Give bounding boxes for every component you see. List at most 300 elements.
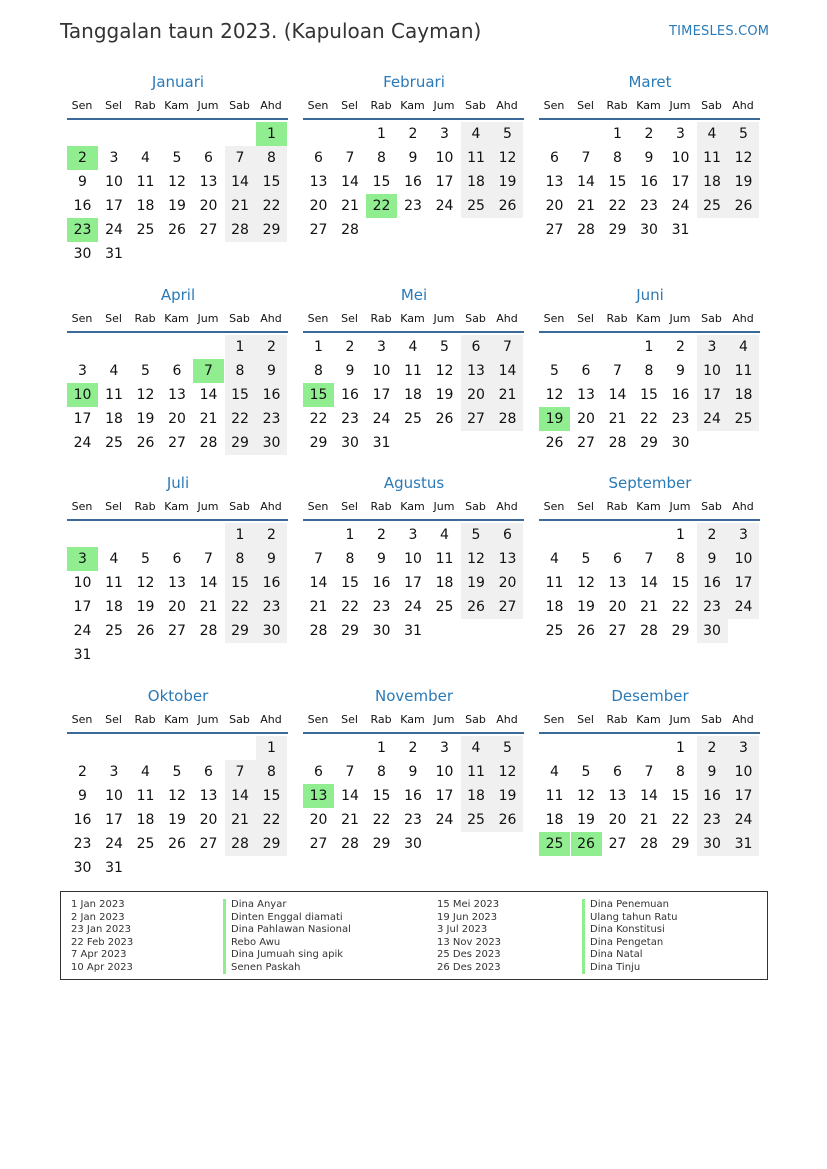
day-cell: 21 — [577, 198, 595, 214]
day-cell: 18 — [545, 812, 564, 828]
day-cell: 29 — [256, 218, 287, 242]
day-cell: 20 — [461, 383, 492, 407]
day-cell: 17 — [435, 174, 454, 190]
day-cell: 31 — [671, 222, 690, 238]
day-cell: 17 — [105, 812, 123, 828]
day-cell: 23 — [697, 595, 728, 619]
day-cell: 14 — [640, 575, 658, 591]
day-cell: 16 — [671, 387, 690, 403]
weekday-label: Kam — [400, 500, 425, 513]
day-cell: 15 — [225, 383, 256, 407]
day-cell: 6 — [204, 764, 213, 780]
day-cell: 10 — [435, 150, 454, 166]
day-cell: 24 — [73, 435, 92, 451]
weekday-header — [539, 500, 761, 515]
day-cell: 23 — [256, 407, 287, 431]
day-cell: 19 — [168, 198, 186, 214]
month-name: Januari — [151, 73, 205, 91]
weekday-label: Kam — [636, 500, 661, 513]
month-name: Agustus — [383, 474, 445, 492]
day-cell: 16 — [372, 575, 391, 591]
day-cell: 29 — [341, 623, 359, 639]
day-cell: 5 — [581, 551, 591, 567]
day-cell: 23 — [256, 595, 287, 619]
day-cell: 1 — [345, 527, 355, 543]
day-cell: 24 — [435, 198, 454, 214]
day-cell: 5 — [172, 150, 182, 166]
month-name: Mei — [400, 286, 428, 304]
day-cell: 21 — [341, 198, 359, 214]
day-cell: 15 — [256, 170, 287, 194]
day-cell: 16 — [256, 383, 287, 407]
month-name: Desember — [611, 687, 689, 705]
day-cell: 6 — [461, 335, 492, 359]
day-cell: 26 — [168, 222, 186, 238]
holiday-day-cell: 23 — [67, 218, 98, 242]
weekday-label: Kam — [636, 99, 661, 112]
day-cell: 17 — [435, 788, 454, 804]
day-cell: 31 — [73, 647, 92, 663]
weekday-header — [303, 99, 525, 114]
day-cell: 10 — [728, 760, 759, 784]
day-cell: 27 — [492, 595, 523, 619]
day-cell: 29 — [372, 836, 391, 852]
day-cell: 30 — [73, 246, 92, 262]
weekday-label: Kam — [400, 312, 425, 325]
day-cell: 30 — [372, 623, 391, 639]
day-cell: 12 — [136, 387, 155, 403]
weekday-label: Sab — [465, 312, 486, 325]
legend-holiday-name: Dina Tinju — [582, 962, 677, 975]
day-cell: 5 — [550, 363, 559, 379]
day-cell: 12 — [492, 146, 523, 170]
day-cell: 30 — [404, 836, 422, 852]
day-cell: 22 — [372, 812, 391, 828]
header-rule — [67, 732, 288, 734]
weekday-label: Rab — [134, 500, 156, 513]
holiday-day-cell: 19 — [539, 407, 570, 431]
day-cell: 22 — [256, 808, 287, 832]
weekday-label: Sel — [577, 500, 594, 513]
header-rule — [303, 118, 524, 120]
holiday-day-cell: 26 — [571, 832, 602, 856]
day-cell: 19 — [577, 599, 595, 615]
day-cell: 5 — [492, 736, 523, 760]
weekday-label: Kam — [636, 713, 661, 726]
weekday-label: Sab — [465, 500, 486, 513]
day-cell: 28 — [341, 836, 359, 852]
day-cell: 14 — [341, 174, 359, 190]
day-cell: 1 — [377, 126, 386, 142]
weekday-label: Ahd — [260, 312, 282, 325]
weekday-label: Sel — [341, 500, 358, 513]
day-cell: 25 — [105, 623, 123, 639]
day-cell: 24 — [728, 595, 759, 619]
day-cell: 8 — [225, 359, 256, 383]
day-cell: 1 — [314, 339, 323, 355]
day-cell: 24 — [404, 599, 422, 615]
day-cell: 10 — [105, 788, 123, 804]
day-cell: 20 — [608, 812, 627, 828]
weekday-header — [303, 500, 525, 515]
weekday-label: Ahd — [496, 713, 518, 726]
day-cell: 24 — [105, 222, 123, 238]
day-cell: 26 — [492, 808, 523, 832]
day-cell: 5 — [581, 764, 591, 780]
day-cell: 17 — [671, 174, 690, 190]
day-cell: 17 — [697, 383, 728, 407]
day-cell: 8 — [256, 146, 287, 170]
legend-holiday-name: Dina Pahlawan Nasional — [223, 924, 351, 937]
weekday-header — [67, 99, 289, 114]
day-cell: 6 — [581, 363, 591, 379]
day-cell: 10 — [105, 174, 123, 190]
day-cell: 31 — [105, 246, 123, 262]
day-cell: 29 — [671, 623, 690, 639]
day-cell: 19 — [136, 411, 155, 427]
day-cell: 25 — [461, 194, 492, 218]
weekday-label: Sel — [577, 713, 594, 726]
weekday-label: Ahd — [260, 99, 282, 112]
day-cell: 12 — [168, 788, 186, 804]
day-cell: 13 — [545, 174, 564, 190]
day-cell: 7 — [345, 764, 355, 780]
day-cell: 8 — [377, 764, 386, 780]
day-cell: 16 — [697, 784, 728, 808]
header-rule — [539, 519, 760, 521]
day-cell: 8 — [613, 150, 622, 166]
weekday-header — [303, 713, 525, 728]
day-cell: 28 — [341, 222, 359, 238]
weekday-header — [67, 713, 289, 728]
day-cell: 14 — [640, 788, 658, 804]
legend-holiday-name: Senen Paskah — [223, 962, 351, 975]
day-cell: 12 — [728, 146, 759, 170]
weekday-label: Sel — [105, 99, 122, 112]
day-cell: 25 — [136, 836, 155, 852]
header-rule — [539, 118, 760, 120]
weekday-label: Sab — [701, 312, 722, 325]
day-cell: 1 — [676, 740, 685, 756]
day-cell: 13 — [492, 547, 523, 571]
day-cell: 18 — [136, 198, 155, 214]
day-cell: 28 — [640, 623, 658, 639]
day-cell: 3 — [728, 523, 759, 547]
weekday-label: Ahd — [260, 713, 282, 726]
day-cell: 26 — [136, 435, 155, 451]
day-cell: 23 — [697, 808, 728, 832]
weekday-header — [67, 312, 289, 327]
day-cell: 15 — [256, 784, 287, 808]
day-cell: 8 — [225, 547, 256, 571]
day-cell: 14 — [492, 359, 523, 383]
legend-holiday-name: Rebo Awu — [223, 937, 351, 950]
day-cell: 18 — [461, 784, 492, 808]
day-cell: 9 — [78, 174, 87, 190]
day-cell: 23 — [341, 411, 359, 427]
day-cell: 25 — [404, 411, 422, 427]
day-cell: 27 — [608, 623, 627, 639]
legend-holiday-name: Dina Anyar — [223, 899, 351, 912]
weekday-label: Sen — [307, 99, 329, 112]
day-cell: 26 — [577, 623, 595, 639]
weekday-label: Sen — [71, 312, 93, 325]
day-cell: 11 — [136, 788, 155, 804]
day-cell: 9 — [408, 150, 418, 166]
day-cell: 10 — [728, 547, 759, 571]
day-cell: 20 — [199, 812, 218, 828]
day-cell: 18 — [136, 812, 155, 828]
day-cell: 9 — [697, 760, 728, 784]
weekday-label: Sen — [307, 713, 329, 726]
site-link[interactable]: TIMESLES.COM — [669, 24, 770, 39]
day-cell: 26 — [461, 595, 492, 619]
holiday-day-cell: 3 — [67, 547, 98, 571]
day-cell: 3 — [697, 335, 728, 359]
day-cell: 17 — [404, 575, 422, 591]
day-cell: 24 — [105, 836, 123, 852]
weekday-label: Rab — [134, 312, 156, 325]
day-cell: 12 — [435, 363, 454, 379]
day-cell: 4 — [728, 335, 759, 359]
day-cell: 25 — [136, 222, 155, 238]
weekday-label: Jum — [433, 713, 455, 726]
day-cell: 23 — [671, 411, 690, 427]
weekday-label: Sen — [543, 312, 565, 325]
day-cell: 20 — [577, 411, 595, 427]
day-cell: 24 — [73, 623, 92, 639]
day-cell: 6 — [314, 764, 323, 780]
day-cell: 29 — [671, 836, 690, 852]
holiday-day-cell: 15 — [303, 383, 334, 407]
day-cell: 1 — [377, 740, 386, 756]
day-cell: 24 — [671, 198, 690, 214]
day-cell: 12 — [577, 575, 595, 591]
day-cell: 17 — [728, 784, 759, 808]
weekday-label: Jum — [197, 500, 219, 513]
day-cell: 7 — [613, 363, 622, 379]
header-rule — [67, 331, 288, 333]
weekday-label: Kam — [400, 99, 425, 112]
weekday-label: Sen — [71, 99, 93, 112]
day-cell: 11 — [545, 788, 564, 804]
day-cell: 13 — [608, 575, 627, 591]
day-cell: 23 — [404, 198, 422, 214]
day-cell: 18 — [545, 599, 564, 615]
day-cell: 5 — [492, 122, 523, 146]
day-cell: 6 — [613, 764, 622, 780]
day-cell: 25 — [728, 407, 759, 431]
weekday-label: Jum — [197, 713, 219, 726]
weekday-label: Jum — [669, 713, 691, 726]
month-name: September — [608, 474, 692, 492]
day-cell: 8 — [314, 363, 323, 379]
month-name: Februari — [383, 73, 445, 91]
weekday-label: Sab — [701, 99, 722, 112]
weekday-label: Ahd — [496, 500, 518, 513]
day-cell: 2 — [377, 527, 386, 543]
day-cell: 6 — [172, 363, 182, 379]
day-cell: 2 — [644, 126, 654, 142]
month-name: Juli — [166, 474, 190, 492]
weekday-label: Rab — [134, 713, 156, 726]
weekday-label: Jum — [669, 312, 691, 325]
day-cell: 20 — [309, 198, 328, 214]
day-cell: 29 — [225, 431, 256, 455]
day-cell: 13 — [577, 387, 595, 403]
day-cell: 11 — [105, 387, 123, 403]
day-cell: 21 — [608, 411, 627, 427]
legend-date: 2 Jan 2023 — [71, 911, 125, 923]
day-cell: 17 — [105, 198, 123, 214]
day-cell: 11 — [105, 575, 123, 591]
day-cell: 4 — [109, 363, 119, 379]
day-cell: 2 — [78, 764, 87, 780]
weekday-label: Sab — [465, 713, 486, 726]
day-cell: 21 — [341, 812, 359, 828]
day-cell: 22 — [309, 411, 328, 427]
weekday-label: Jum — [669, 500, 691, 513]
day-cell: 12 — [545, 387, 564, 403]
weekday-label: Sen — [71, 500, 93, 513]
legend-date: 3 Jul 2023 — [437, 924, 488, 935]
day-cell: 3 — [78, 363, 87, 379]
day-cell: 30 — [256, 619, 287, 643]
day-cell: 6 — [204, 150, 213, 166]
weekday-label: Jum — [197, 312, 219, 325]
day-cell: 7 — [204, 551, 213, 567]
day-cell: 14 — [309, 575, 328, 591]
day-cell: 18 — [697, 170, 728, 194]
weekday-label: Sab — [701, 500, 722, 513]
day-cell: 26 — [728, 194, 759, 218]
day-cell: 28 — [199, 435, 218, 451]
legend-holiday-name: Dina Pengetan — [582, 937, 677, 950]
weekday-label: Sel — [105, 713, 122, 726]
day-cell: 25 — [545, 623, 564, 639]
day-cell: 2 — [345, 339, 355, 355]
day-cell: 27 — [168, 623, 186, 639]
day-cell: 16 — [341, 387, 359, 403]
day-cell: 24 — [728, 808, 759, 832]
day-cell: 22 — [671, 599, 690, 615]
day-cell: 4 — [440, 527, 449, 543]
weekday-label: Rab — [370, 312, 392, 325]
day-cell: 1 — [225, 335, 256, 359]
day-cell: 31 — [105, 860, 123, 876]
day-cell: 10 — [671, 150, 690, 166]
day-cell: 28 — [577, 222, 595, 238]
day-cell: 8 — [676, 551, 685, 567]
day-cell: 16 — [73, 812, 92, 828]
weekday-label: Jum — [433, 99, 455, 112]
day-cell: 17 — [372, 387, 391, 403]
day-cell: 12 — [577, 788, 595, 804]
header-rule — [303, 732, 524, 734]
weekday-label: Ahd — [496, 99, 518, 112]
day-cell: 6 — [550, 150, 559, 166]
legend-names-right — [582, 899, 677, 974]
day-cell: 15 — [341, 575, 359, 591]
day-cell: 27 — [461, 407, 492, 431]
day-cell: 20 — [608, 599, 627, 615]
day-cell: 2 — [408, 740, 418, 756]
day-cell: 4 — [109, 551, 119, 567]
weekday-label: Rab — [370, 713, 392, 726]
day-cell: 22 — [671, 812, 690, 828]
legend-dates-right — [437, 899, 501, 974]
day-cell: 1 — [613, 126, 622, 142]
legend-date: 15 Mei 2023 — [437, 899, 500, 910]
day-cell: 14 — [199, 387, 218, 403]
day-cell: 8 — [676, 764, 685, 780]
day-cell: 15 — [671, 788, 690, 804]
day-cell: 22 — [640, 411, 658, 427]
day-cell: 21 — [309, 599, 328, 615]
day-cell: 3 — [728, 736, 759, 760]
day-cell: 22 — [225, 407, 256, 431]
day-cell: 4 — [141, 150, 150, 166]
weekday-label: Sen — [307, 500, 329, 513]
day-cell: 14 — [341, 788, 359, 804]
weekday-label: Sab — [229, 500, 250, 513]
weekday-label: Kam — [164, 713, 189, 726]
day-cell: 7 — [225, 146, 256, 170]
day-cell: 13 — [199, 174, 218, 190]
day-cell: 8 — [644, 363, 654, 379]
day-cell: 7 — [644, 764, 654, 780]
weekday-header — [303, 312, 525, 327]
day-cell: 28 — [640, 836, 658, 852]
day-cell: 9 — [256, 359, 287, 383]
day-cell: 13 — [309, 174, 328, 190]
day-cell: 23 — [73, 836, 92, 852]
day-cell: 24 — [697, 407, 728, 431]
day-cell: 19 — [168, 812, 186, 828]
legend-holiday-name: Dina Jumuah sing apik — [223, 949, 351, 962]
day-cell: 1 — [676, 527, 685, 543]
day-cell: 22 — [341, 599, 359, 615]
day-cell: 22 — [256, 194, 287, 218]
weekday-label: Sel — [577, 99, 594, 112]
day-cell: 16 — [697, 571, 728, 595]
weekday-label: Sab — [701, 713, 722, 726]
day-cell: 21 — [225, 808, 256, 832]
day-cell: 9 — [78, 788, 87, 804]
day-cell: 11 — [728, 359, 759, 383]
legend-holiday-name: Ulang tahun Ratu — [582, 912, 677, 925]
day-cell: 9 — [408, 764, 418, 780]
day-cell: 7 — [644, 551, 654, 567]
day-cell: 11 — [697, 146, 728, 170]
day-cell: 19 — [728, 170, 759, 194]
day-cell: 7 — [581, 150, 591, 166]
legend-date: 23 Jan 2023 — [71, 924, 131, 935]
legend-date: 26 Des 2023 — [437, 961, 501, 973]
day-cell: 21 — [640, 599, 658, 615]
day-cell: 3 — [440, 740, 449, 756]
day-cell: 5 — [172, 764, 182, 780]
weekday-label: Sab — [229, 312, 250, 325]
day-cell: 18 — [461, 170, 492, 194]
weekday-label: Sen — [71, 713, 93, 726]
month-name: November — [374, 687, 454, 705]
header-rule — [539, 732, 760, 734]
day-cell: 27 — [168, 435, 186, 451]
day-cell: 31 — [404, 623, 422, 639]
day-cell: 16 — [73, 198, 92, 214]
day-cell: 30 — [73, 860, 92, 876]
